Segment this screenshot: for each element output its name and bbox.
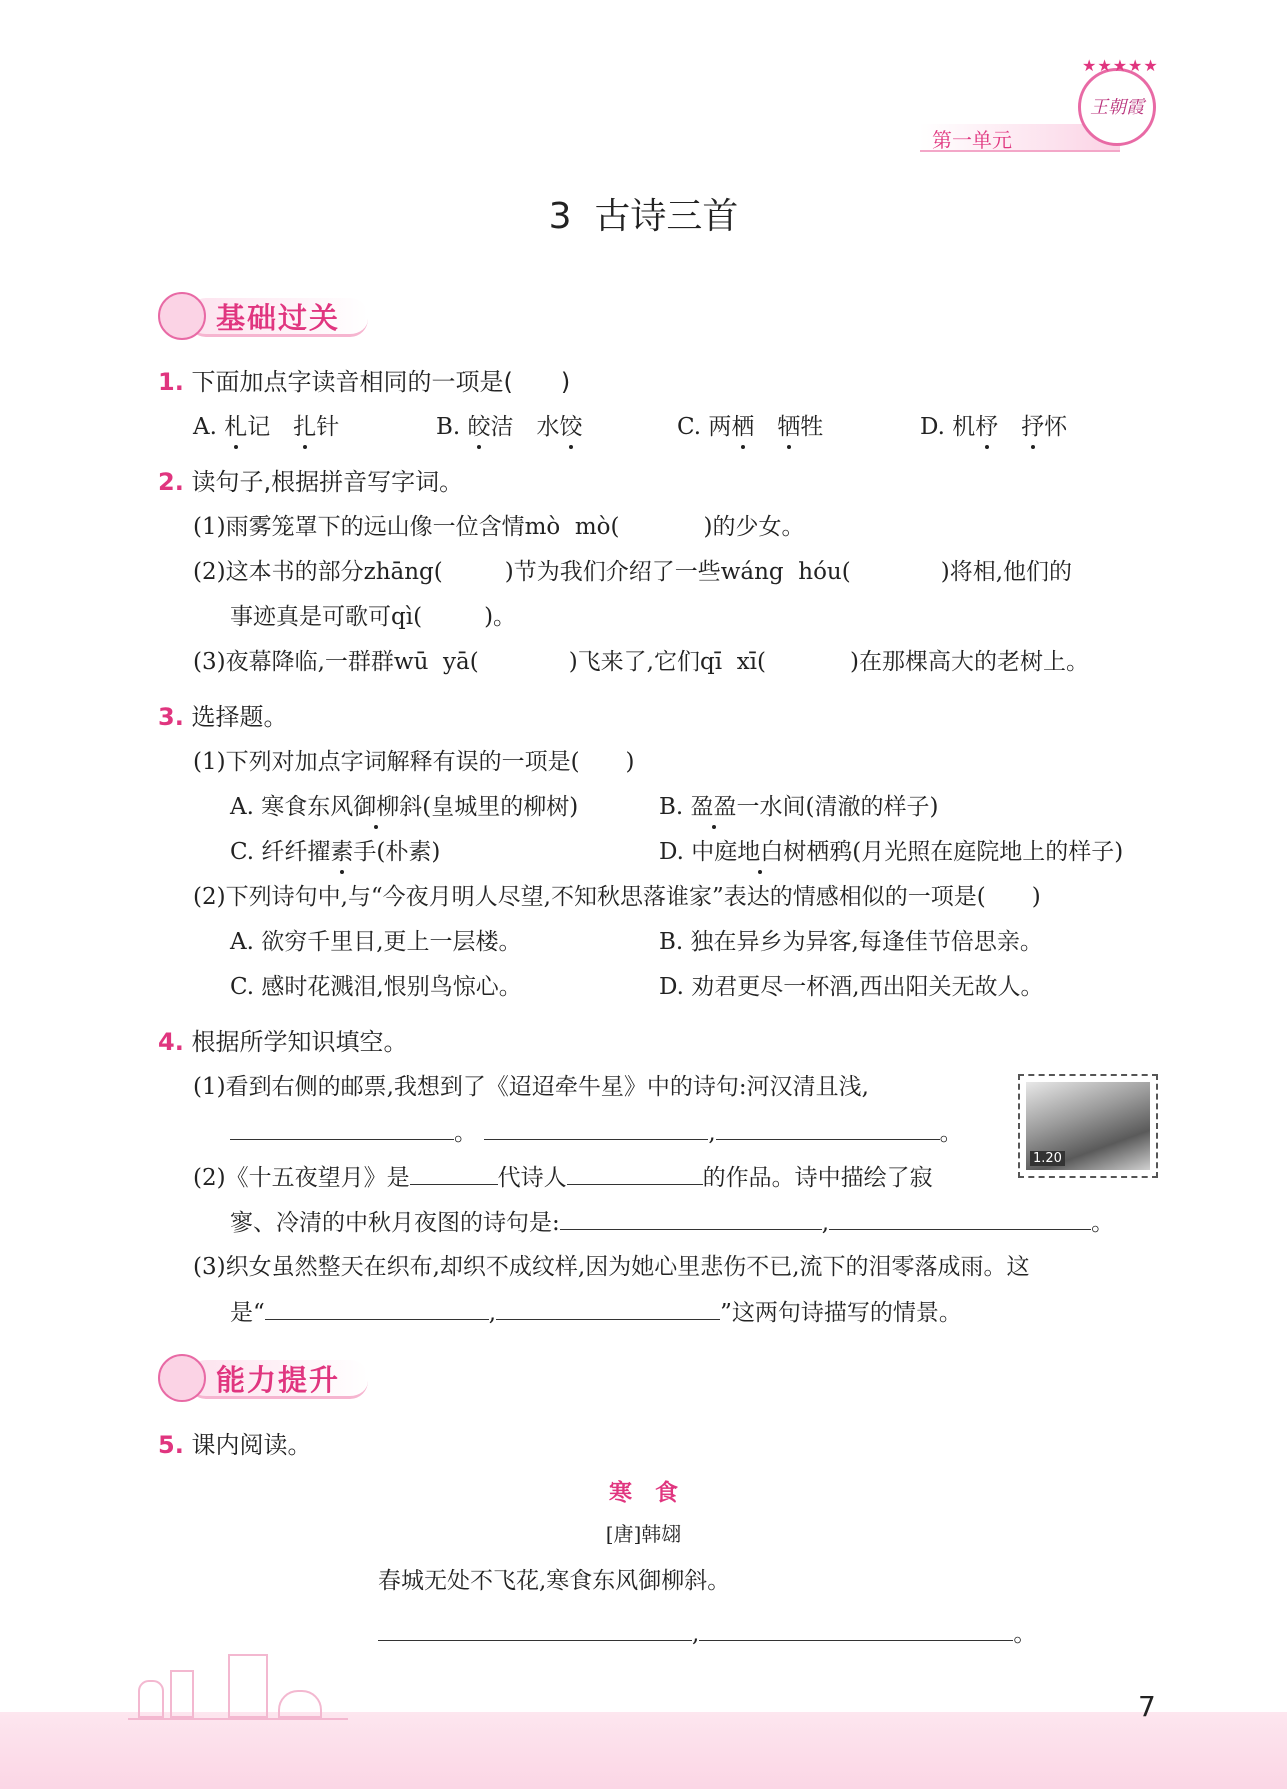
sentence-text: )飞来了,它们qī xī( xyxy=(568,649,766,675)
sentence-text: 是“ xyxy=(230,1300,265,1326)
sentence-text: )的少女。 xyxy=(703,514,805,540)
q3-2-option-c[interactable]: C. 感时花溅泪,恨别鸟惊心。 xyxy=(230,974,522,1000)
option-text: 怀 xyxy=(1044,414,1068,440)
sentence-text: (2)这本书的部分zhāng( xyxy=(193,559,443,585)
fill-blank[interactable] xyxy=(567,1162,703,1185)
q4-sentence-3: (3)织女虽然整天在织布,却织不成纹样,因为她心里悲伤不已,流下的泪零落成雨。这 xyxy=(193,1254,1030,1280)
q3-stem xyxy=(158,702,287,732)
q2-stem xyxy=(158,467,463,497)
q4-stem xyxy=(158,1027,407,1057)
header-unit-label: 第一单元 xyxy=(932,128,1012,152)
dotted-char: 扎 xyxy=(293,414,317,440)
fill-blank[interactable] xyxy=(716,1117,940,1140)
fill-blank[interactable] xyxy=(829,1207,1091,1230)
option-label: C. xyxy=(677,414,702,440)
q2-sentence-1 xyxy=(193,512,804,542)
dotted-word: 盈盈 xyxy=(690,794,737,820)
sentence-text: )节为我们介绍了一些wáng hóu( xyxy=(504,559,851,585)
fill-blank[interactable] xyxy=(230,1117,454,1140)
dotted-char: 札 xyxy=(224,414,248,440)
option-text: 针 xyxy=(316,414,340,440)
cartoon-girl-icon xyxy=(158,1354,206,1402)
q3-1-option-b[interactable] xyxy=(659,792,938,822)
q4-sentence-1-blanks xyxy=(230,1117,963,1148)
option-text: 牲 xyxy=(800,414,824,440)
stamp-value: 1.20 xyxy=(1030,1151,1065,1166)
q3-1-option-a[interactable] xyxy=(230,792,578,822)
fill-blank[interactable] xyxy=(560,1207,822,1230)
dotted-char: 皎 xyxy=(467,414,491,440)
option-label: D. xyxy=(920,414,945,440)
castle-doodle-icon xyxy=(128,1652,348,1720)
sentence-text: 的作品。诗中描绘了寂 xyxy=(702,1165,933,1191)
punctuation: , xyxy=(488,1300,497,1326)
q2-sentence-2-cont xyxy=(230,602,516,632)
punctuation: , xyxy=(821,1210,830,1236)
section-basic-banner xyxy=(158,290,378,342)
q5-stem xyxy=(158,1430,311,1460)
q1-number: 1. xyxy=(158,368,184,396)
dotted-word: 御柳 xyxy=(353,794,400,820)
section-ability-banner xyxy=(158,1352,378,1404)
option-text: C. 纤纤擢 xyxy=(230,839,331,865)
page-number: 7 xyxy=(1138,1690,1156,1723)
option-text: 水 xyxy=(536,414,560,440)
option-text: 一水间(清澈的样子) xyxy=(736,794,939,820)
fill-blank[interactable] xyxy=(378,1618,692,1641)
dotted-char: 栖 xyxy=(731,414,755,440)
sentence-text: ”这两句诗描写的情景。 xyxy=(720,1300,962,1326)
option-text: 手(朴素) xyxy=(353,839,441,865)
q2-sentence-3 xyxy=(193,647,1089,677)
option-text: 机 xyxy=(952,414,976,440)
poem-line-1: 春城无处不飞花,寒食东风御柳斜。 xyxy=(378,1568,731,1594)
q4-number: 4. xyxy=(158,1028,184,1056)
q2-stem-text: 读句子,根据拼音写字词。 xyxy=(191,468,464,496)
punctuation: 。 xyxy=(939,1120,963,1146)
q5-stem-text: 课内阅读。 xyxy=(191,1431,312,1459)
q1-option-d[interactable] xyxy=(920,412,1067,442)
dotted-word: 地白 xyxy=(737,839,784,865)
dotted-char: 牺 xyxy=(777,414,801,440)
q4-stem-text: 根据所学知识填空。 xyxy=(191,1028,408,1056)
q1-stem-text: 下面加点字读音相同的一项是( ) xyxy=(191,368,571,396)
sentence-text: (2)《十五夜望月》是 xyxy=(193,1165,410,1191)
sentence-text: 代诗人 xyxy=(497,1165,567,1191)
poem-line-2-blanks xyxy=(378,1618,1036,1649)
fill-blank[interactable] xyxy=(410,1162,498,1185)
sentence-text: )将相,他们的 xyxy=(940,559,1073,585)
punctuation: 。 xyxy=(1013,1621,1037,1647)
q4-sentence-1: (1)看到右侧的邮票,我想到了《迢迢牵牛星》中的诗句:河汉清且浅, xyxy=(193,1074,869,1100)
section-ability-title: 能力提升 xyxy=(216,1363,341,1397)
sentence-text: 寥、冷清的中秋月夜图的诗句是: xyxy=(230,1210,560,1236)
cartoon-girl-icon xyxy=(158,292,206,340)
page-title: 3 古诗三首 xyxy=(548,196,739,237)
option-text: 树栖鸦(月光照在庭院地上的样子) xyxy=(783,839,1124,865)
q4-sentence-2 xyxy=(193,1162,933,1193)
q1-option-b[interactable] xyxy=(436,412,583,442)
footer-band xyxy=(0,1712,1287,1789)
option-text: 斜(皇城里的柳树) xyxy=(399,794,579,820)
fill-blank[interactable] xyxy=(484,1117,708,1140)
option-text: D. 中庭 xyxy=(659,839,738,865)
q1-option-c[interactable] xyxy=(677,412,823,442)
q4-sentence-2-cont xyxy=(230,1207,1114,1238)
brand-logo xyxy=(1078,68,1156,146)
option-text: A. 寒食东风 xyxy=(230,794,354,820)
brand-logo-text: 王朝霞 xyxy=(1090,97,1144,118)
q3-2-option-a[interactable]: A. 欲穷千里目,更上一层楼。 xyxy=(230,929,522,955)
q5-number: 5. xyxy=(158,1431,184,1459)
poem-author: [唐]韩翃 xyxy=(605,1522,682,1546)
punctuation: 。 xyxy=(1091,1210,1115,1236)
poem-title: 寒 食 xyxy=(609,1480,678,1506)
dotted-char: 饺 xyxy=(559,414,583,440)
sentence-text: 事迹真是可歌可qì( xyxy=(230,604,423,630)
q3-1-option-c[interactable] xyxy=(230,837,440,867)
fill-blank[interactable] xyxy=(699,1618,1013,1641)
stars-decoration: ★★★★★ xyxy=(1082,56,1159,75)
q3-2-option-b[interactable]: B. 独在异乡为异客,每逢佳节倍思亲。 xyxy=(659,929,1043,955)
sentence-text: (3)夜幕降临,一群群wū yā( xyxy=(193,649,479,675)
q2-number: 2. xyxy=(158,468,184,496)
punctuation: 。 xyxy=(454,1120,477,1146)
q3-stem-text: 选择题。 xyxy=(191,703,288,731)
option-text xyxy=(754,414,777,440)
option-label: A. xyxy=(193,414,217,440)
q3-part-1: (1)下列对加点字词解释有误的一项是( ) xyxy=(193,749,635,775)
section-basic-title: 基础过关 xyxy=(216,301,341,335)
punctuation: , xyxy=(708,1120,716,1146)
option-text: 洁 xyxy=(490,414,537,440)
option-text xyxy=(998,414,1021,440)
q3-number: 3. xyxy=(158,703,184,731)
q1-option-a[interactable] xyxy=(193,412,339,442)
fill-blank[interactable] xyxy=(496,1297,720,1320)
dotted-char: 杼 xyxy=(975,414,999,440)
fill-blank[interactable] xyxy=(265,1297,489,1320)
sentence-text: (1)雨雾笼罩下的远山像一位含情mò mò( xyxy=(193,514,620,540)
punctuation: , xyxy=(692,1621,700,1647)
option-text: 记 xyxy=(247,414,294,440)
q4-sentence-3-cont xyxy=(230,1297,962,1328)
option-label: B. xyxy=(436,414,461,440)
option-text: B. xyxy=(659,794,691,820)
q3-2-option-d[interactable]: D. 劝君更尽一杯酒,西出阳关无故人。 xyxy=(659,974,1044,1000)
postage-stamp-image xyxy=(1018,1074,1158,1178)
option-text: 两 xyxy=(708,414,732,440)
q3-part-2: (2)下列诗句中,与“今夜月明人尽望,不知秋思落谁家”表达的情感相似的一项是( ) xyxy=(193,884,1041,910)
dotted-char: 抒 xyxy=(1021,414,1045,440)
dotted-char: 素 xyxy=(330,839,354,865)
q1-stem xyxy=(158,367,570,397)
q3-1-option-d[interactable] xyxy=(659,837,1123,867)
sentence-text: )在那棵高大的老树上。 xyxy=(850,649,1089,675)
q2-sentence-2 xyxy=(193,557,1072,587)
sentence-text: )。 xyxy=(484,604,517,630)
